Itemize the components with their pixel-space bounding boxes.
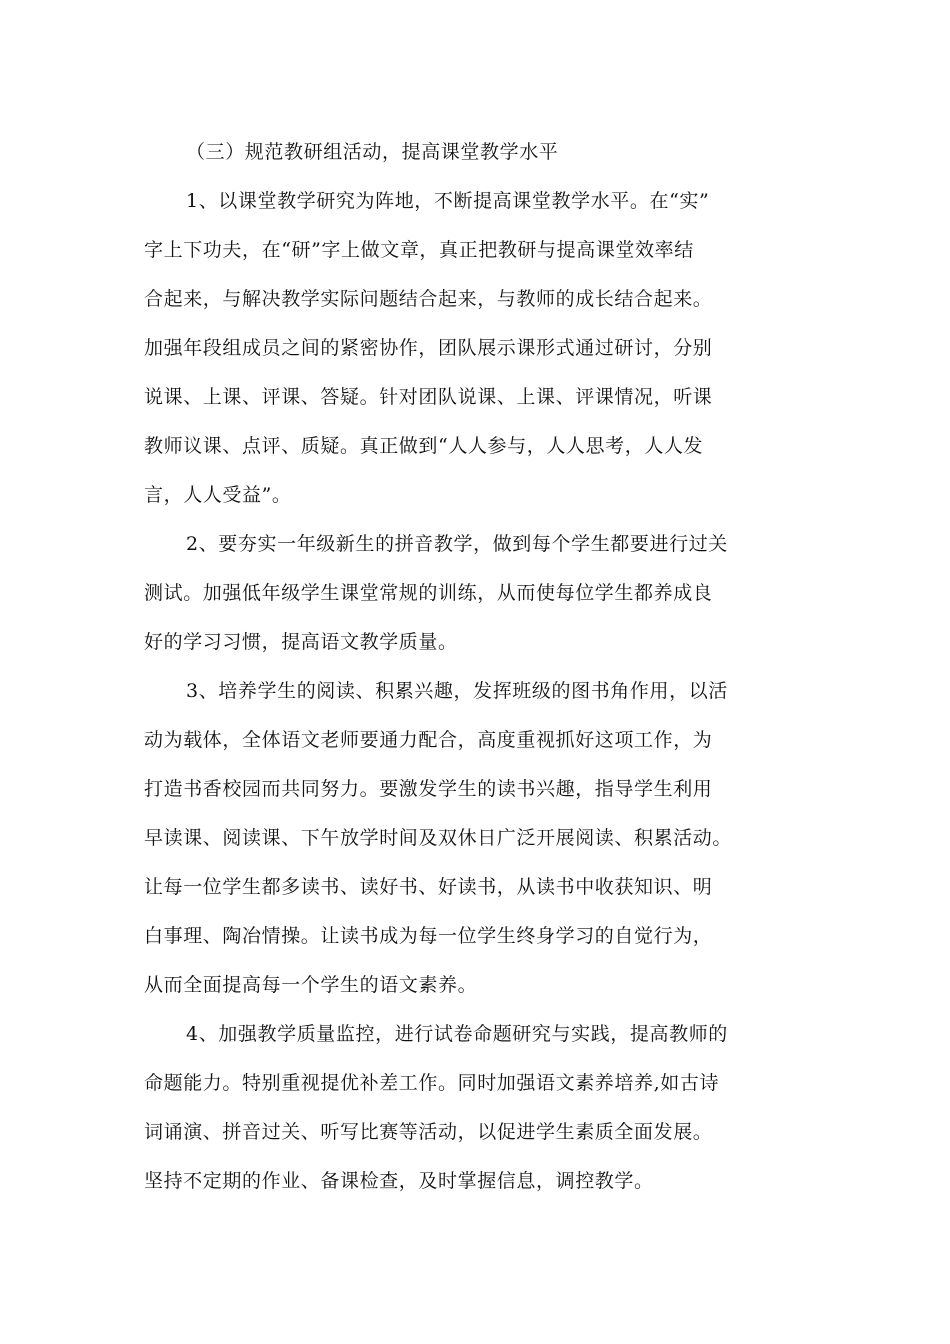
paragraph-line: 教师议课、点评、质疑。真正做到“人人参与，人人思考，人人发 [144, 435, 704, 457]
paragraph-line: 从而全面提高每一个学生的语文素养。 [144, 974, 478, 996]
paragraph-line: 测试。加强低年级学生课堂常规的训练，从而使每位学生都养成良 [144, 582, 713, 604]
paragraph-line: 动为载体，全体语文老师要通力配合，高度重视抓好这项工作，为 [144, 729, 713, 751]
paragraph-line: 坚持不定期的作业、备课检查，及时掌握信息，调控教学。 [144, 1170, 654, 1192]
paragraph-line: 4、加强教学质量监控，进行试卷命题研究与实践，提高教师的 [186, 1023, 728, 1045]
paragraph-line: 词诵演、拼音过关、听写比赛等活动，以促进学生素质全面发展。 [144, 1121, 713, 1143]
paragraph-line: 字上下功夫，在“研”字上做文章，真正把教研与提高课堂效率结 [144, 239, 694, 261]
paragraph-line: 好的学习习惯，提高语文教学质量。 [144, 631, 458, 653]
paragraph-line: 让每一位学生都多读书、读好书、好读书，从读书中收获知识、明 [144, 876, 713, 898]
paragraph-1 [144, 177, 804, 520]
document-body [144, 128, 804, 1206]
paragraph-2 [144, 520, 804, 667]
paragraph-3 [144, 667, 804, 1010]
paragraph-4 [144, 1010, 804, 1206]
paragraph-line: 命题能力。特别重视提优补差工作。同时加强语文素养培养,如古诗 [144, 1072, 720, 1094]
section-heading: （三）规范教研组活动，提高课堂教学水平 [186, 141, 559, 163]
paragraph-line: 说课、上课、评课、答疑。针对团队说课、上课、评课情况，听课 [144, 386, 713, 408]
paragraph-line: 早读课、阅读课、下午放学时间及双休日广泛开展阅读、积累活动。 [144, 827, 733, 849]
paragraph-line: 加强年段组成员之间的紧密协作，团队展示课形式通过研讨，分别 [144, 337, 713, 359]
paragraph-line: 2、要夯实一年级新生的拼音教学，做到每个学生都要进行过关 [186, 533, 728, 555]
paragraph-line: 言，人人受益”。 [144, 484, 292, 506]
paragraph-line: 白事理、陶冶情操。让读书成为每一位学生终身学习的自觉行为， [144, 925, 713, 947]
paragraph-line: 3、培养学生的阅读、积累兴趣，发挥班级的图书角作用，以活 [186, 680, 728, 702]
paragraph-line: 合起来，与解决教学实际问题结合起来，与教师的成长结合起来。 [144, 288, 713, 310]
paragraph-line: 打造书香校园而共同努力。要激发学生的读书兴趣，指导学生利用 [144, 778, 713, 800]
paragraph-line: 1、以课堂教学研究为阵地，不断提高课堂教学水平。在“实” [186, 190, 710, 212]
